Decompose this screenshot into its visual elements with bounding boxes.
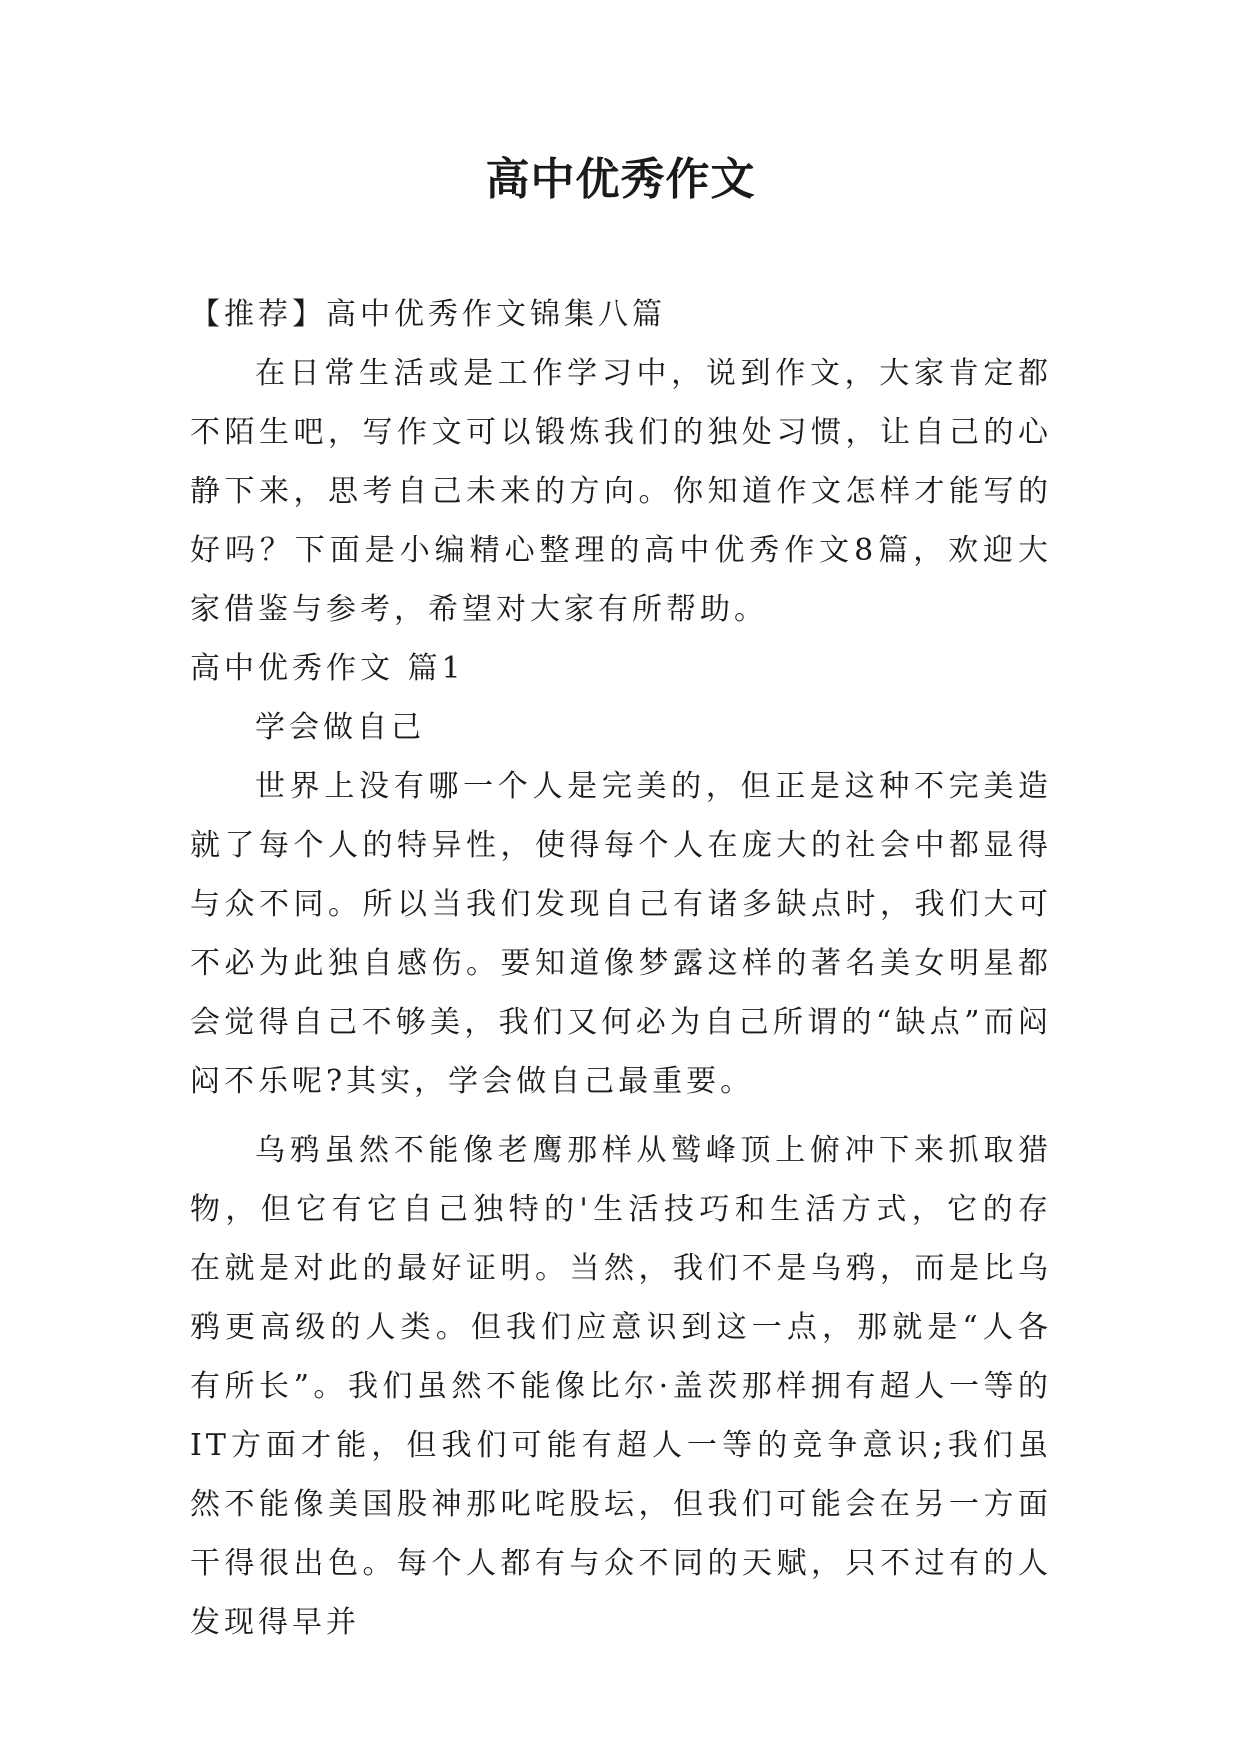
document-subtitle: 【推荐】高中优秀作文锦集八篇: [190, 297, 666, 332]
document-title: 高中优秀作文: [485, 154, 756, 205]
essay-paragraph-2: 乌鸦虽然不能像老鹰那样从鹫峰顶上俯冲下来抓取猎物，但它有它自己独特的'生活技巧和生活方式，它的存在就是对此的最好证明。当然，我们不是乌鸦，而是比乌鸦更高级的人类。但我们应意识到这一点，那就是“人各有所长”。我们虽然不能像比尔·盖茨那样拥有超人一等的IT方面才能，但我们可能有超人一等的竞争意识;我们虽然不能像美国股神那叱咤股坛，但我们可能会在另一方面干得很出色。每个人都有与众不同的天赋，只不过有的人发现得早并: [190, 1133, 1052, 1640]
document-body: [190, 285, 1052, 1652]
essay-paragraph-1: 世界上没有哪一个人是完美的，但正是这种不完美造就了每个人的特异性，使得每个人在庞大的社会中都显得与众不同。所以当我们发现自己有诸多缺点时，我们大可不必为此独自感伤。要知道像梦露这样的著名美女明星都会觉得自己不够美，我们又何必为自己所谓的“缺点”而闷闷不乐呢?其实，学会做自己最重要。: [190, 769, 1052, 1099]
essay-title: 学会做自己: [255, 710, 425, 745]
section-heading: 高中优秀作文 篇1: [190, 651, 465, 686]
intro-paragraph: 在日常生活或是工作学习中，说到作文，大家肯定都不陌生吧，写作文可以锻炼我们的独处习惯，让自己的心静下来，思考自己未来的方向。你知道作文怎样才能写的好吗？下面是小编精心整理的高中优秀作文8篇，欢迎大家借鉴与参考，希望对大家有所帮助。: [190, 356, 1052, 627]
